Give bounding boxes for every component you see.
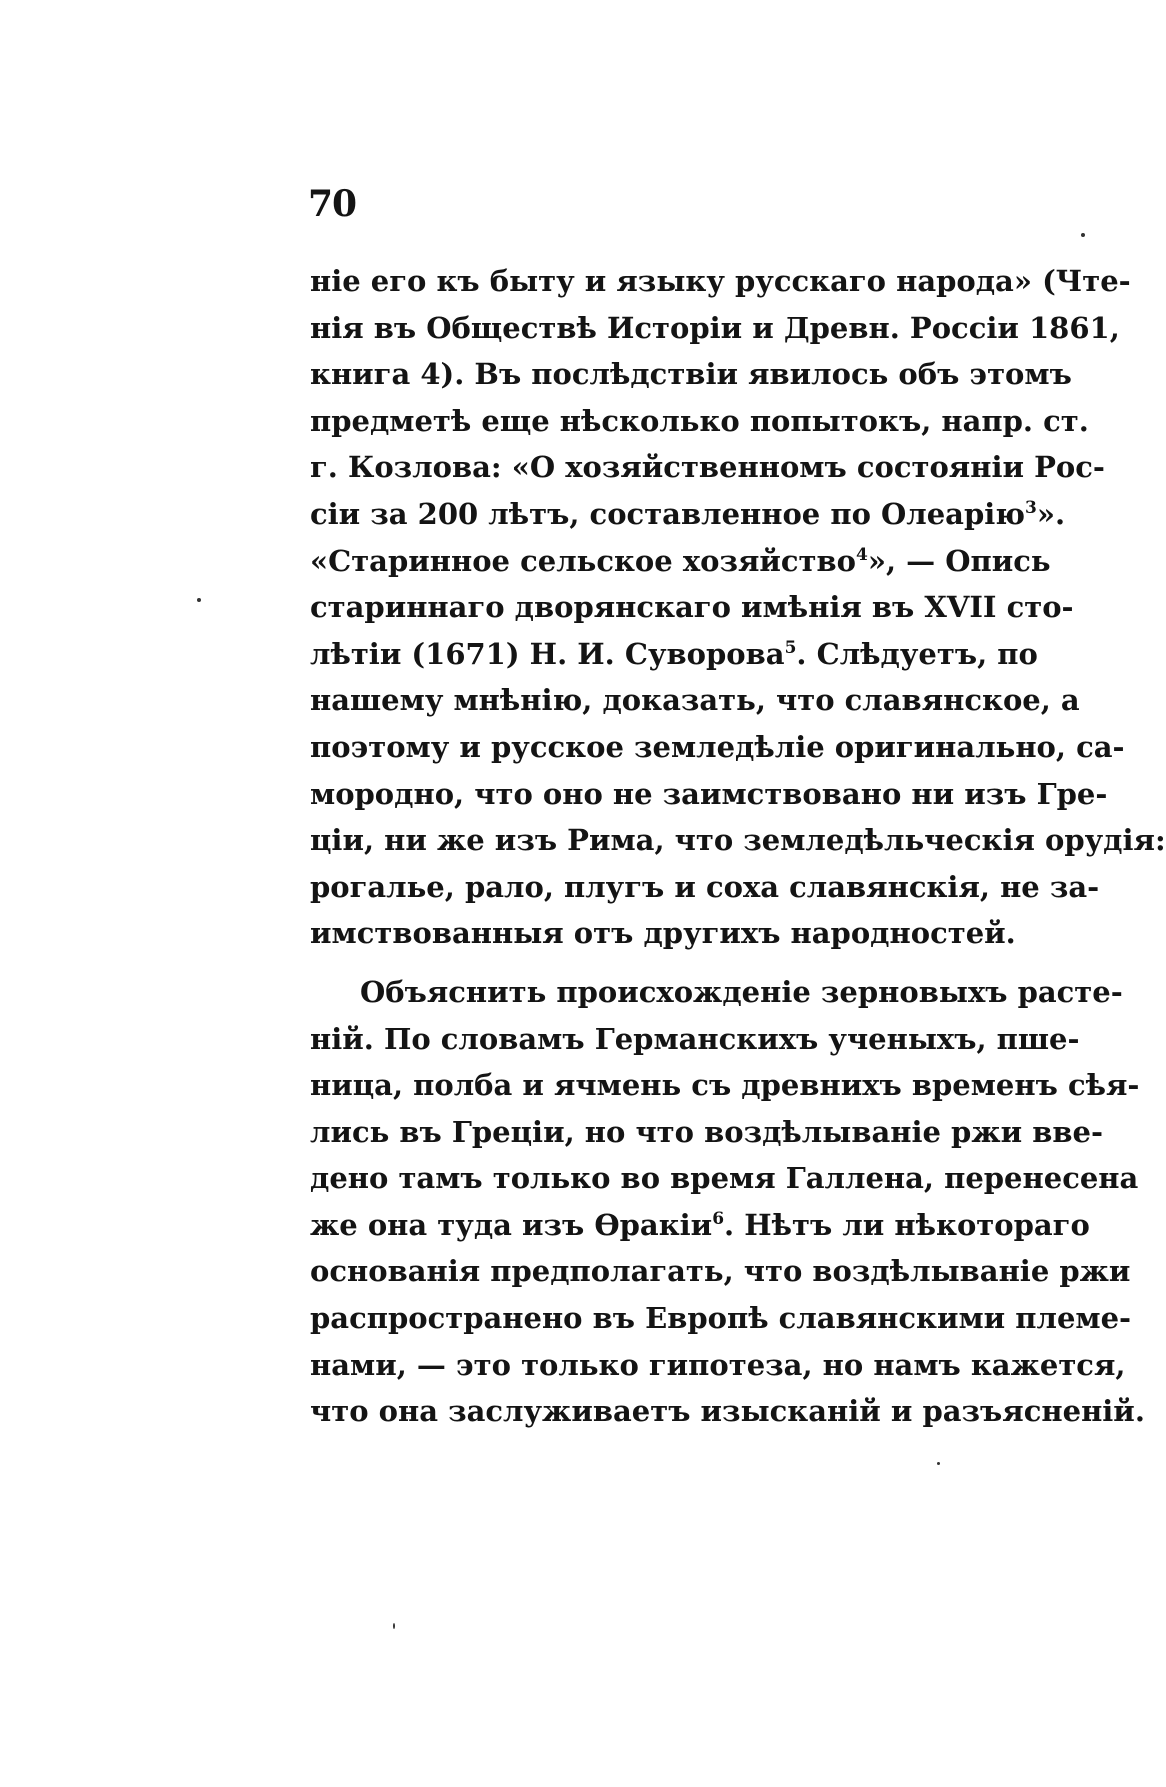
paragraph-1 <box>310 258 1166 957</box>
text-line: г. Козлова: «О хозяйственномъ состояніи Рос- <box>310 450 1105 485</box>
scan-speck <box>937 1462 940 1465</box>
body-text <box>310 258 1166 1435</box>
text-line: ціи, ни же изъ Рима, что земледѣльческія орудія: <box>310 823 1166 858</box>
footnote-ref: 6 <box>712 1208 725 1229</box>
text-line: ніе его къ быту и языку русскаго народа» (Чте- <box>310 264 1131 298</box>
text-line: ница, полба и ячмень съ древнихъ временъ сѣя- <box>310 1068 1140 1103</box>
paragraph-gap <box>310 957 998 969</box>
text-line: нашему мнѣнію, доказать, что славянское, а <box>310 683 1080 718</box>
text-line: имствованныя отъ другихъ народностей. <box>310 916 1016 951</box>
text-line: что она заслуживаетъ изысканій и разъясненій. <box>310 1394 1145 1429</box>
scan-speck <box>197 598 201 602</box>
text-line: сіи за 200 лѣтъ, составленное по Олеарію$^3$». <box>310 496 1066 531</box>
text-line: нами, — это только гипотеза, но намъ кажется, <box>310 1347 1126 1382</box>
text-line: дено тамъ только во время Галлена, перенесена <box>310 1161 1139 1196</box>
scan-speck <box>1081 233 1085 237</box>
paragraph-2 <box>310 969 1145 1435</box>
text-line: поэтому и русское земледѣліе оригинально, са- <box>310 729 1125 764</box>
text-line: Объяснить происхожденіе зерновыхъ расте- <box>360 974 1123 1009</box>
text-line: предметѣ еще нѣсколько попытокъ, напр. ст. <box>310 403 1089 438</box>
text-line: ній. По словамъ Германскихъ ученыхъ, пше- <box>310 1021 1080 1056</box>
text-line: «Старинное сельское хозяйство$^4$», — Опись <box>310 543 1051 578</box>
footnote-ref: 4 <box>856 544 868 565</box>
page-number: 70 <box>308 183 357 225</box>
text-line: же она туда изъ Ѳракіи$^6$. Нѣтъ ли нѣкотораго <box>310 1207 1090 1242</box>
text-line: мородно, что оно не заимствовано ни изъ Гре- <box>310 776 1108 811</box>
text-line: распространено въ Европѣ славянскими племе- <box>310 1301 1132 1336</box>
text-line: лѣтіи (1671) Н. И. Суворова$^5$. Слѣдуетъ, по <box>310 636 1038 671</box>
footnote-ref: 3 <box>1025 497 1037 518</box>
text-line: стариннаго дворянскаго имѣнія въ XVII сто- <box>310 590 1074 625</box>
footnote-ref: 5 <box>784 637 797 658</box>
scan-speck <box>393 1623 395 1629</box>
text-line: книга 4). Въ послѣдствіи явилось объ этомъ <box>310 357 1072 392</box>
text-line: лись въ Греціи, но что воздѣлываніе ржи вве- <box>310 1114 1103 1149</box>
text-line: рогалье, рало, плугъ и соха славянскія, не за- <box>310 869 1100 904</box>
text-line: нія въ Обществѣ Исторіи и Древн. Россіи 1861, <box>310 310 1120 345</box>
text-line: основанія предполагать, что воздѣлываніе ржи <box>310 1254 1131 1289</box>
